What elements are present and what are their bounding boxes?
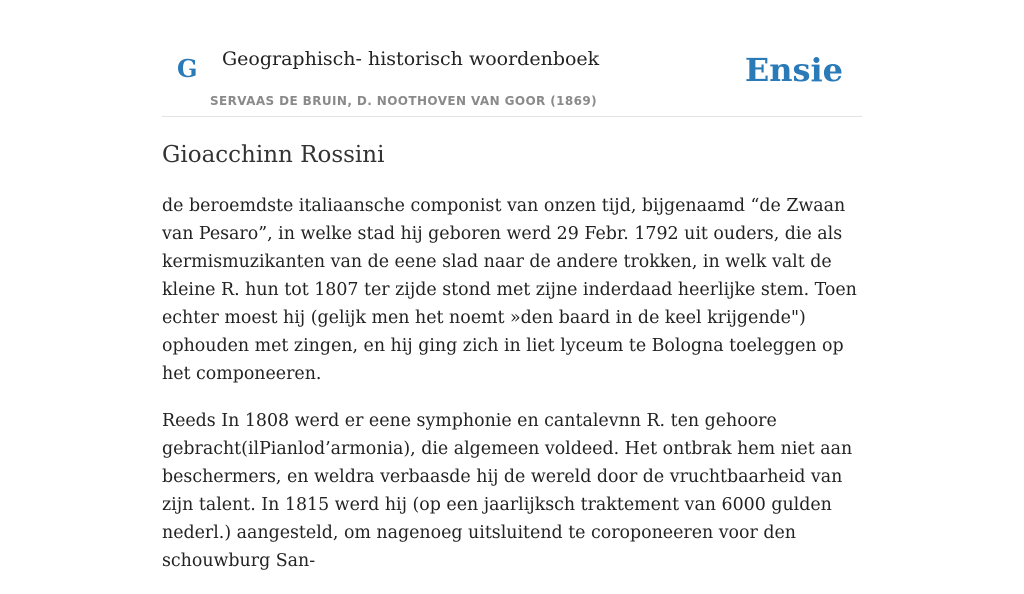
book-logo[interactable]: G xyxy=(177,54,198,83)
book-title-link[interactable]: Geographisch- historisch woordenboek xyxy=(222,48,600,70)
entry-title: Gioacchinn Rossini xyxy=(162,142,385,168)
entry-paragraph-1: de beroemdste italiaansche componist van onzen tijd, bijgenaamd “de Zwaan van Pesaro”, in welke stad hij geboren werd 29 Febr. 1792 uit ouders, die als kermismuzikanten van de eene slad naar de andere trokken, in welk valt de kleine R. hun tot 1807 ter zijde stond met zijne inderdaad heerlijke stem. Toen echter moest hij (gelijk men het noemt »den baard in de keel krijgende") ophouden met zingen, en hij ging zich in liet lyceum te Bologna toeleggen op het componeeren. xyxy=(162,196,857,384)
ensie-logo[interactable]: Ensie xyxy=(744,51,843,89)
book-author: SERVAAS DE BRUIN, D. NOOTHOVEN VAN GOOR (1869) xyxy=(210,94,598,108)
entry-paragraph-2: Reeds In 1808 werd er eene symphonie en cantalevnn R. ten gehoore gebracht(ilPianlod’armonia), die algemeen voldeed. Het ontbrak hem niet aan beschermers, en weldra verbaasde hij de wereld door de vruchtbaarheid van zijn talent. In 1815 werd hij (op een jaarlijksch traktement van 6000 gulden nederl.) aangesteld, om nagenoeg uitsluitend te coroponeeren voor den schouwburg San- xyxy=(162,411,853,571)
entry-content xyxy=(162,192,862,594)
book-header xyxy=(162,30,862,117)
